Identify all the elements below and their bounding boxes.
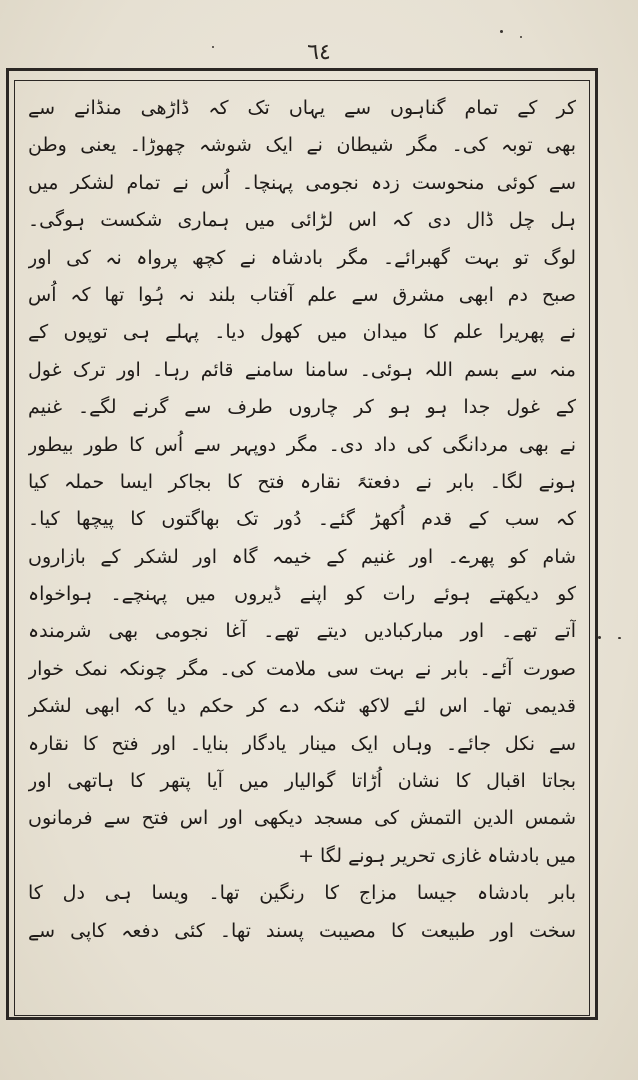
text-line-15: آتے تھے۔ اور مبارکبادیں دیتے تھے۔ آغا نجومی بھی شرمندہ [28,620,576,643]
text-line-23: سخت اور طبیعت کا مصیبت پسند تھا۔ کئی دفعہ کاپی سے [28,919,576,942]
text-line-9: کے غول جدا ہو ہو کر چاروں طرف سے گرنے لگے۔ غنیم [28,396,576,419]
text-line-20: شمس الدین التمش کی مسجد دیکھی اور اس فتح سے فرمانوں [28,807,576,830]
ink-speck [520,36,522,38]
ink-speck [618,637,621,639]
text-line-16: صورت آئے۔ بابر نے بہت سی ملامت کی۔ مگر چونکہ نمک خوار [28,657,576,680]
text-line-6: صبح دم ابھی مشرق سے علم آفتاب بلند نہ ہُوا تھا کہ اُس [28,283,576,306]
text-line-21: میں بادشاہ غازی تحریر ہونے لگا + [298,844,576,867]
text-line-17: قدیمی تھا۔ اس لئے لاکھ ٹنکہ دے کر حکم دیا کہ ابھی لشکر [28,695,576,718]
text-line-2: بھی توبہ کی۔ مگر شیطان نے ایک شوشہ چھوڑا۔ یعنی وطن [28,134,576,157]
ink-speck [500,30,503,33]
text-line-11: ہونے لگا۔ بابر نے دفعتہً نقارہ فتح کا بجاکر ایسا حملہ کیا [28,470,576,493]
text-line-12: کہ سب کے قدم اُکھڑ گئے۔ دُور تک بھاگتوں کا پیچھا کیا۔ [28,508,576,531]
text-line-19: بجاتا اقبال کا نشان اُڑاتا گوالیار میں آیا پتھر کا ہاتھی اور [28,770,576,793]
urdu-text-body [28,90,576,1010]
text-line-1: کر کے تمام گناہوں سے یہاں تک کہ ڈاڑھی منڈانے سے [28,97,576,119]
text-line-18: سے نکل جائے۔ وہاں ایک مینار یادگار بنایا۔ اور فتح کا نقارہ [28,732,576,755]
text-line-7: نے پھریرا علم کا میدان میں کھول دیا۔ پہلے ہی توپوں کے [28,321,576,344]
text-line-3: سے کوئی منحوست زدہ نجومی پہنچا۔ اُس نے تمام لشکر میں [28,171,576,194]
text-line-14: کو دیکھتے ہوئے رات کو اپنے ڈیروں میں پہنچے۔ ہواخواہ [28,583,576,606]
text-line-4: ہل چل ڈال دی کہ اس لڑائی میں ہماری شکست ہوگی۔ [28,209,576,232]
text-line-10: نے بھی مردانگی کی داد دی۔ مگر دوپہر سے اُس کا طور بیطور [28,433,576,456]
text-line-22: بابر بادشاہ جیسا مزاج کا رنگین تھا۔ ویسا ہی دل کا [28,882,576,905]
ink-speck [598,636,601,639]
text-line-5: لوگ تو بہت گھبرائے۔ مگر بادشاہ نے کچھ پرواہ نہ کی اور [28,246,576,269]
page-number: ٦٤ [307,40,331,65]
ink-speck [212,46,214,48]
text-line-8: منہ سے بسم اللہ ہوئی۔ سامنا سامنے قائم رہا۔ اور ترک غول [28,358,576,381]
text-line-13: شام کو پھرے۔ اور غنیم کے خیمہ گاہ اور لشکر کے بازاروں [28,545,576,568]
